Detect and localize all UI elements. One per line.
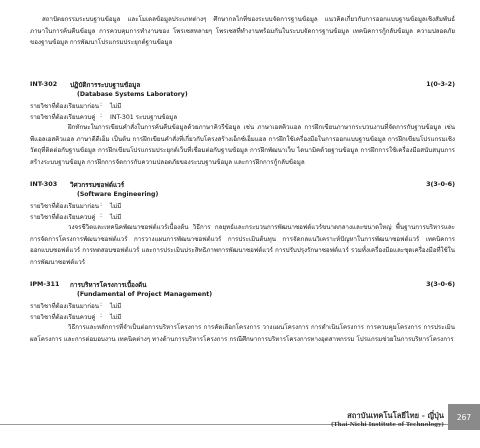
prerequisite-label: รายวิชาที่ต้องเรียนมาก่อน [30,203,99,210]
course-title-th: วิศวกรรมซอฟต์แวร์ [70,181,125,189]
colon: : [100,301,103,308]
prerequisite-value: ไม่มี [110,103,122,110]
course-title-en: (Database Systems Laboratory) [77,91,188,98]
course-credits: 3(3-0-6) [426,280,455,288]
course-title-en: (Software Engineering) [77,191,159,198]
prerequisite-label: รายวิชาที่ต้องเรียนมาก่อน [30,103,99,110]
course-block [30,80,455,168]
corequisite-label: รายวิชาที่ต้องเรียนควบคู่ [30,113,96,121]
course-title-th: การบริหารโครงการเบื้องต้น [70,281,147,289]
corequisite-row [30,112,455,123]
corequisite-label: รายวิชาที่ต้องเรียนควบคู่ [30,213,96,221]
colon: : [100,201,103,208]
prerequisite-label: รายวิชาที่ต้องเรียนมาก่อน [30,303,99,310]
course-code: INT-302 [30,80,58,88]
course-header [30,180,455,191]
course-title-en: (Fundamental of Project Management) [77,291,213,298]
course-title-th: ปฏิบัติการระบบฐานข้อมูล [70,81,141,89]
page-number: 267 [456,412,472,422]
course-description: วิธีการและหลักการที่จำเป็นต่อการบริหารโครงการ การคัดเลือกโครงการ วางแผนโครงการ การดำเนินโครงการ การควบคุมโครงการ การประเมินผลโครงการ และการต่อมอบงาน เทคนิคต่างๆ ทางด้านการบริหารโครงการ กรณีศึกษาการบริหารโครงการทางอุตสาหกรรม โปรแกรมช่วยในการบริหารโครงการ [30,324,455,343]
colon: : [100,111,103,119]
course-block [30,280,455,345]
corequisite-row [30,312,455,323]
corequisite-label: รายวิชาที่ต้องเรียนควบคู่ [30,313,96,321]
institute-name-en: (Thai-Nichi Institute of Technology) [330,422,444,428]
course-header [30,280,455,291]
course-code: IPM-311 [30,280,60,288]
intro-paragraph: สถาปัตยกรรมระบบฐานข้อมูล และโมเดลข้อมูลประเภทต่างๆ ศึกษากลไกที่ของระบบจัดการฐานข้อมูล แนวคิดเกี่ยวกับการออกแบบฐานข้อมูลเชิงสัมพันธ์ ภาษาในการค้นคืนข้อมูล การควบคุมการทำงานของ โพรเซสหลายๆ โพรเซสที่ทำงานพร้อมกันในระบบจัดการฐานข้อมูล เทคนิคการกู้กลับข้อมูล ความปลอดภัยของฐานข้อมูล การพัฒนาโปรแกรมประยุกต์ฐานข้อมูล [30,16,455,46]
prerequisite-value: ไม่มี [110,303,122,310]
institute-name-th: สถาบันเทคโนโลยีไทย - ญี่ปุ่น [347,411,444,420]
prerequisite-row [30,101,455,112]
colon: : [100,101,103,108]
prerequisite-row [30,301,455,312]
corequisite-value: ไม่มี [110,213,122,221]
course-credits: 3(3-0-6) [426,180,455,188]
course-code: INT-303 [30,180,58,188]
footer-institute [331,410,444,429]
page-number-tab [448,404,480,430]
course-header [30,80,455,91]
prerequisite-row [30,201,455,212]
course-block [30,180,455,268]
corequisite-value: ไม่มี [110,313,122,321]
corequisite-value: INT-301 ระบบฐานข้อมูล [110,113,178,121]
course-description: ฝึกทักษะในการเขียนคำสั่งในการค้นคืนข้อมูลด้วยภาษาคิวรีข้อมูล เช่น ภาษาเอสคิวแอล การฝึกเขียนภาษากระบวนงานที่จัดการกับฐานข้อมูล เช่น พีแอลเอสคิวแอล ภาษาดีดีเอ็ม เป็นต้น การฝึกเขียนคำสั่งที่เกี่ยวกับโครงสร้างเอ็กซ์เอ็มแอล การฝึกใช้เครื่องมือในการออกแบบฐานข้อมูล การฝึกเขียนโปรแกรมเชิงวัตถุที่ติดต่อกับฐานข้อมูล การฝึกเขียนโปรแกรมประยุกต์เว็บที่เชื่อมต่อกับฐานข้อมูล การฝึกพัฒนาเว็บ ไดนามิคด้วยฐานข้อมูล การฝึกการใช้เครื่องมือสนับสนุนการสร้างระบบฐานข้อมูล การฝึกการจัดการกับความปลอดภัยของระบบฐานข้อมูล และการฝึกการกู้กลับข้อมูล [30,124,455,166]
course-credits: 1(0-3-2) [426,80,455,88]
prerequisite-value: ไม่มี [110,203,122,210]
course-description: วงจรชีวิตและเทคนิคพัฒนาซอฟต์แวร์เบื้องต้น วิธีการ กลยุทธ์และกระบวนการพัฒนาซอฟต์แวร์ขนาดกลางและขนาดใหญ่ พื้นฐานการบริหารและการจัดการโครงการพัฒนาซอฟต์แวร์ การวางแผนการพัฒนาซอฟต์แวร์ การประเมินต้นทุน การจัดกลแนวิเคราะห์ปัญหาในการพัฒนาซอฟต์แวร์ เทคนิคการออกแบบซอฟต์แวร์ การทดสอบซอฟต์แวร์ และการประเมินประสิทธิภาพการพัฒนาซอฟต์แวร์ การปรับปรุงรักษาซอฟต์แวร์ รวมทั้งเครื่องมือและชุดเครื่องมือที่ใช้ในการพัฒนาซอฟต์แวร์ [30,224,455,266]
colon: : [100,311,103,319]
corequisite-row [30,212,455,223]
colon: : [100,211,103,219]
